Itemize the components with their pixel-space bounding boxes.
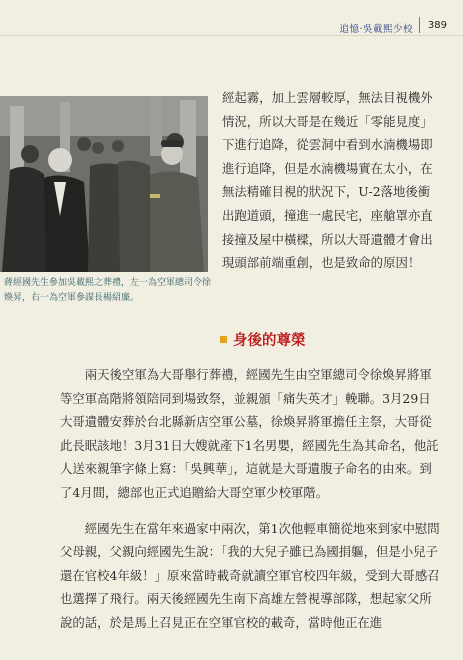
- running-header: [0, 0, 463, 40]
- right-column-paragraph: 經起霧，加上雲層較厚，無法目視機外情況，所以大哥是在幾近「零能見度」下進行追降，從雲洞中看到水湳機場即進行追降，但是水湳機場實在太小，在無法精確目視的狀況下，U-2落地後衝出跑道頭，撞進一處民宅，座艙罩亦直接撞及屋中橫樑，所以大哥遺體才會出現頭部前端重創，也是致命的原因！: [222, 90, 433, 271]
- right-column-text: [222, 86, 437, 275]
- funeral-photo: [0, 96, 208, 272]
- header-rule: [0, 35, 463, 36]
- page-number: 389: [427, 20, 447, 31]
- funeral-photo-illustration: [0, 96, 208, 272]
- section-heading: [220, 329, 306, 350]
- main-body-text: [60, 363, 440, 635]
- body-paragraph-2: 經國先生在當年來過家中兩次，第1次他輕車簡從地來到家中慰問父母親，父親向經國先生說：「我的大兒子雖已為國捐軀，但是小兒子還在官校4年級！」原來當時載奇就讀空軍官校四年級，受到大哥感召也選擇了飛行。兩天後經國先生南下高雄左營視導部隊，想起家父所說的話，於是馬上召見正在空軍官校的載奇，當時他正在進: [60, 520, 440, 630]
- body-paragraph-1: 兩天後空軍為大哥舉行葬禮，經國先生由空軍總司令徐煥昇將軍等空軍高階將領陪同到場致祭，並親頒「痛失英才」輓聯。3月29日大哥遺體安葬於台北縣新店空軍公墓，徐煥昇將軍擔任主祭，大哥從此長眠該地！3月31日大嫂就產下1名男嬰，經國先生為其命名，他託人送來親筆字條上寫：「吳興華」，這就是大哥遺腹子命名的由來。到了4月間，總部也正式追贈給大哥空軍少校軍階。: [60, 367, 439, 500]
- section-title: 身後的尊榮: [233, 332, 306, 349]
- running-title: 追憶‧吳載熙少校: [339, 24, 413, 35]
- header-separator: [419, 17, 420, 33]
- section-bullet-icon: [220, 336, 227, 343]
- photo-caption: 蔣經國先生參加吳載熙之葬禮，左一為空軍總司令徐煥昇，右一為空軍參謀長楊紹廉。: [4, 278, 212, 303]
